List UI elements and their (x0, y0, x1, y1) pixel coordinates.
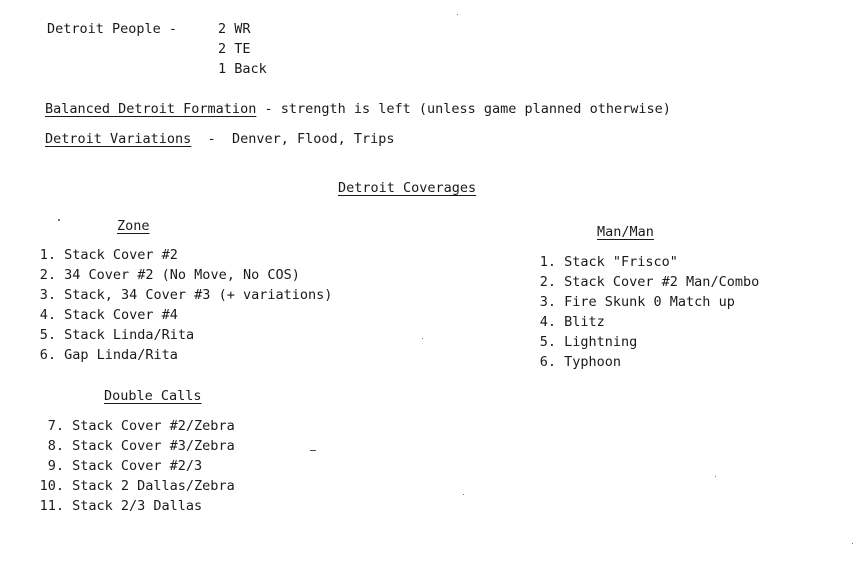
scan-speck (463, 494, 464, 495)
double-calls-heading: Double Calls (104, 388, 202, 404)
people-item: 1 Back (218, 61, 267, 77)
list-item: 11. Stack 2/3 Dallas (39, 498, 203, 514)
list-item: 8. Stack Cover #3/Zebra (47, 438, 235, 454)
scan-speck (715, 476, 716, 477)
man-heading: Man/Man (597, 224, 654, 240)
list-item: 7. Stack Cover #2/Zebra (47, 418, 235, 434)
zone-list (34, 245, 332, 365)
list-item: 3. Stack, 34 Cover #3 (+ variations) (39, 287, 333, 303)
stray-mark (58, 219, 60, 221)
variations-line (45, 133, 395, 147)
formation-line (45, 103, 671, 117)
people-item: 2 TE (218, 41, 251, 57)
list-item: 4. Blitz (539, 314, 605, 330)
coverages-title: Detroit Coverages (338, 180, 477, 196)
list-item: 10. Stack 2 Dallas/Zebra (39, 478, 235, 494)
list-item: 1. Stack Cover #2 (39, 247, 178, 263)
list-item: 6. Gap Linda/Rita (39, 347, 178, 363)
scan-speck (852, 543, 853, 544)
list-item: 9. Stack Cover #2/3 (47, 458, 203, 474)
list-item: 1. Stack "Frisco" (539, 254, 678, 270)
people-item: 2 WR (218, 21, 251, 37)
list-item: 6. Typhoon (539, 354, 622, 370)
scan-speck (422, 338, 423, 339)
list-item: 5. Lightning (539, 334, 638, 350)
list-item: 2. Stack Cover #2 Man/Combo (539, 274, 760, 290)
scan-speck (457, 14, 458, 15)
formation-text: - strength is left (unless game planned otherwise) (256, 101, 671, 117)
zone-heading: Zone (117, 218, 150, 234)
variations-label: Detroit Variations (45, 131, 192, 147)
list-item: 2. 34 Cover #2 (No Move, No COS) (39, 267, 300, 283)
stray-mark (310, 450, 316, 451)
list-item: 5. Stack Linda/Rita (39, 327, 195, 343)
variations-text: - Denver, Flood, Trips (191, 131, 395, 147)
list-item: 4. Stack Cover #4 (39, 307, 178, 323)
list-item: 3. Fire Skunk 0 Match up (539, 294, 735, 310)
people-label: Detroit People - (47, 21, 178, 37)
man-list (534, 252, 759, 372)
double-calls-list (34, 416, 235, 516)
formation-label: Balanced Detroit Formation (45, 101, 257, 117)
